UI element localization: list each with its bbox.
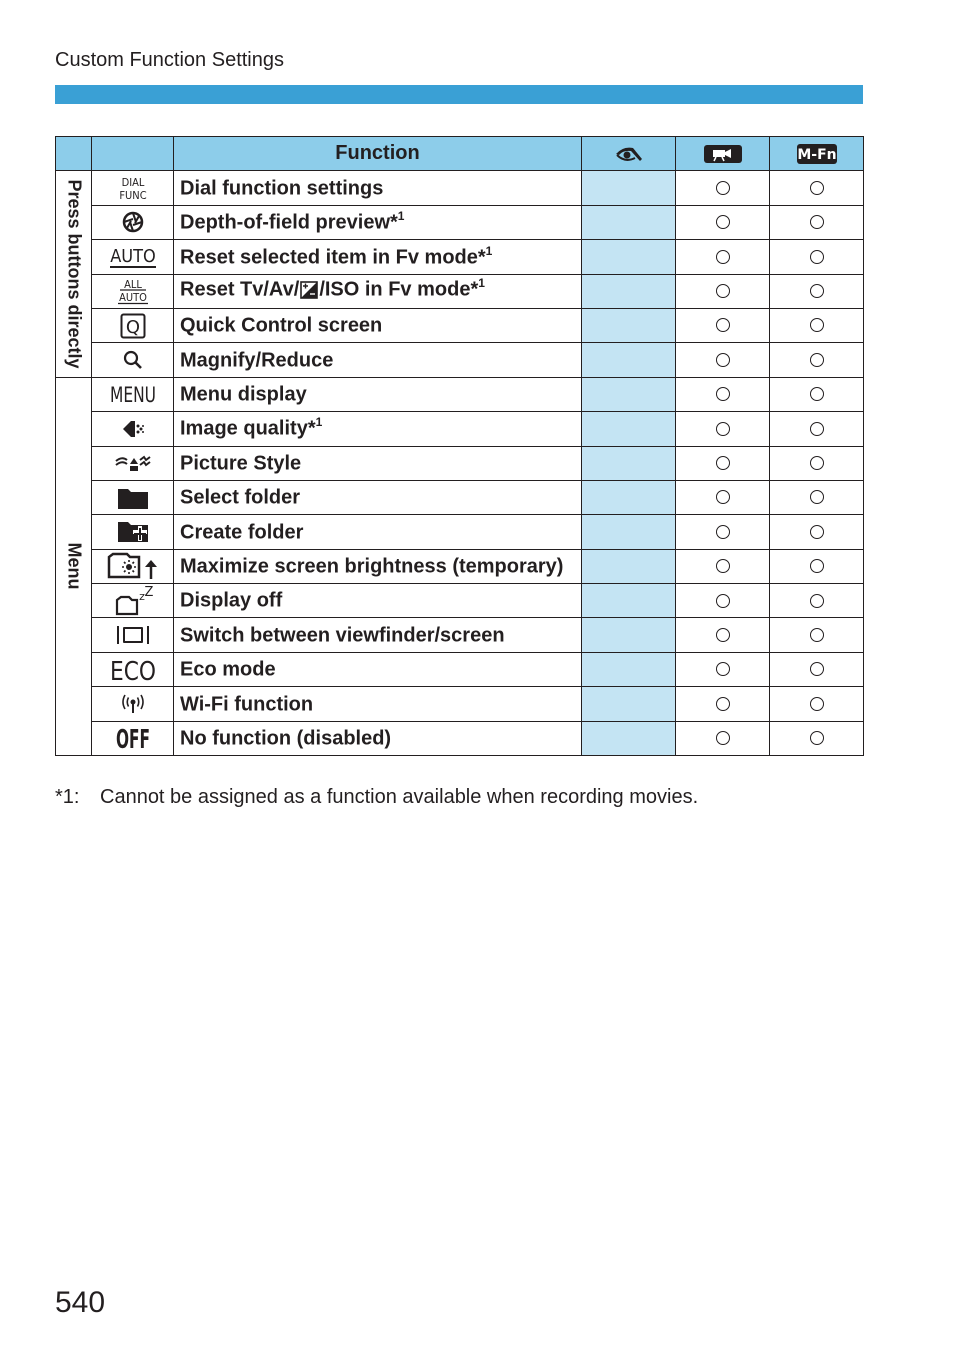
header-function: Function — [174, 137, 582, 171]
function-label: Eco mode — [174, 652, 582, 686]
table-row — [56, 240, 864, 274]
page-number: 540 — [55, 1286, 106, 1319]
mfn-availability-mark — [770, 377, 864, 411]
function-label: Display off — [174, 584, 582, 618]
table-row — [56, 515, 864, 549]
table-row — [56, 171, 864, 205]
mfn-availability-mark — [770, 652, 864, 686]
mfn-availability-mark — [770, 721, 864, 755]
af-column-cell — [582, 687, 676, 721]
af-column-cell — [582, 240, 676, 274]
function-label: Wi-Fi function — [174, 687, 582, 721]
table-row — [56, 721, 864, 755]
table-row — [56, 377, 864, 411]
table-row — [56, 549, 864, 583]
movie-camera-icon — [676, 137, 770, 171]
mfn-availability-mark — [770, 412, 864, 446]
table-row — [56, 687, 864, 721]
table-row — [56, 412, 864, 446]
svg-text:ALL: ALL — [123, 278, 142, 292]
movie-availability-mark — [676, 171, 770, 205]
mfn-availability-mark — [770, 205, 864, 239]
af-column-cell — [582, 652, 676, 686]
svg-text:AUTO: AUTO — [118, 291, 147, 305]
mfn-availability-mark — [770, 274, 864, 308]
movie-availability-mark — [676, 721, 770, 755]
movie-availability-mark — [676, 618, 770, 652]
table-row — [56, 652, 864, 686]
af-column-cell — [582, 549, 676, 583]
movie-availability-mark — [676, 652, 770, 686]
function-label: Switch between viewfinder/screen — [174, 618, 582, 652]
group-menu — [56, 377, 92, 755]
af-column-cell — [582, 343, 676, 377]
function-label: Depth-of-field preview*$^1$ — [174, 205, 582, 239]
mfn-availability-mark — [770, 687, 864, 721]
movie-availability-mark — [676, 480, 770, 514]
wifi-icon — [92, 687, 174, 721]
af-column-cell — [582, 515, 676, 549]
function-label: Reset selected item in Fv mode*$^1$ — [174, 240, 582, 274]
function-label: Create folder — [174, 515, 582, 549]
function-label: Image quality*$^1$ — [174, 412, 582, 446]
af-column-cell — [582, 584, 676, 618]
auto-reset-icon — [92, 240, 174, 274]
table-row — [56, 584, 864, 618]
function-label: Select folder — [174, 480, 582, 514]
af-column-cell — [582, 274, 676, 308]
af-column-cell — [582, 412, 676, 446]
group-press-buttons-directly — [56, 171, 92, 377]
af-column-cell — [582, 446, 676, 480]
mfn-availability-mark — [770, 480, 864, 514]
display-off-icon — [92, 584, 174, 618]
af-column-cell — [582, 721, 676, 755]
section-title: Custom Function Settings — [55, 49, 284, 71]
svg-text:OFF: OFF — [115, 725, 150, 756]
movie-availability-mark — [676, 687, 770, 721]
af-column-cell — [582, 377, 676, 411]
table-header-row — [56, 137, 864, 171]
table-row — [56, 205, 864, 239]
function-label: No function (disabled) — [174, 721, 582, 755]
menu-icon — [92, 377, 174, 411]
function-label: Maximize screen brightness (temporary) — [174, 549, 582, 583]
mfn-availability-mark — [770, 240, 864, 274]
custom-function-table — [55, 136, 864, 756]
quick-control-icon — [92, 308, 174, 342]
footnote-mark: *1: — [55, 786, 80, 808]
header-group-blank — [56, 137, 92, 171]
movie-availability-mark — [676, 274, 770, 308]
function-label: Quick Control screen — [174, 308, 582, 342]
svg-text:Q: Q — [125, 316, 140, 338]
mfn-availability-mark — [770, 584, 864, 618]
movie-availability-mark — [676, 308, 770, 342]
table-row — [56, 446, 864, 480]
svg-text:ECO: ECO — [109, 656, 156, 687]
af-column-cell — [582, 480, 676, 514]
eco-mode-icon — [92, 652, 174, 686]
mfn-availability-mark — [770, 515, 864, 549]
section-header-bar — [55, 85, 863, 104]
mfn-availability-mark — [770, 343, 864, 377]
af-column-cell — [582, 618, 676, 652]
function-label: Dial function settings — [174, 171, 582, 205]
svg-text:M-Fn: M-Fn — [796, 146, 837, 163]
movie-availability-mark — [676, 515, 770, 549]
movie-availability-mark — [676, 240, 770, 274]
af-operation-eye-icon — [582, 137, 676, 171]
magnify-icon — [92, 343, 174, 377]
svg-text:AUTO: AUTO — [109, 245, 156, 267]
group-label: Press buttons directly — [64, 179, 84, 369]
movie-availability-mark — [676, 412, 770, 446]
footnote — [55, 786, 698, 809]
off-icon — [92, 721, 174, 755]
movie-availability-mark — [676, 205, 770, 239]
depth-of-field-preview-icon — [92, 205, 174, 239]
folder-add-icon — [92, 515, 174, 549]
dial-func-icon — [92, 171, 174, 205]
movie-availability-mark — [676, 446, 770, 480]
screen-brightness-up-icon — [92, 549, 174, 583]
movie-availability-mark — [676, 377, 770, 411]
table-row — [56, 343, 864, 377]
table-row — [56, 308, 864, 342]
mfn-availability-mark — [770, 171, 864, 205]
svg-text:FUNC: FUNC — [118, 189, 147, 203]
table-row — [56, 274, 864, 308]
svg-text:DIAL: DIAL — [121, 176, 144, 190]
mfn-availability-mark — [770, 549, 864, 583]
all-auto-reset-icon — [92, 274, 174, 308]
af-column-cell — [582, 308, 676, 342]
function-label: Menu display — [174, 377, 582, 411]
af-column-cell — [582, 205, 676, 239]
mfn-availability-mark — [770, 446, 864, 480]
af-column-cell — [582, 171, 676, 205]
m-fn-button-icon — [770, 137, 864, 171]
table-row — [56, 480, 864, 514]
table-row — [56, 618, 864, 652]
function-label: Magnify/Reduce — [174, 343, 582, 377]
svg-text:MENU: MENU — [109, 383, 156, 408]
picture-style-icon — [92, 446, 174, 480]
folder-icon — [92, 480, 174, 514]
movie-availability-mark — [676, 584, 770, 618]
header-icon-blank — [92, 137, 174, 171]
function-label: Picture Style — [174, 446, 582, 480]
function-label: Reset Tv/Av/ /ISO in Fv mode*$^1$ — [174, 274, 582, 308]
viewfinder-screen-switch-icon — [92, 618, 174, 652]
mfn-availability-mark — [770, 618, 864, 652]
svg-text:Z: Z — [144, 584, 153, 600]
svg-text:z: z — [138, 589, 145, 603]
movie-availability-mark — [676, 549, 770, 583]
image-quality-icon — [92, 412, 174, 446]
movie-availability-mark — [676, 343, 770, 377]
exposure-compensation-icon — [300, 281, 318, 305]
footnote-text: Cannot be assigned as a function available when recording movies. — [100, 786, 699, 808]
group-label: Menu — [64, 542, 84, 590]
mfn-availability-mark — [770, 308, 864, 342]
